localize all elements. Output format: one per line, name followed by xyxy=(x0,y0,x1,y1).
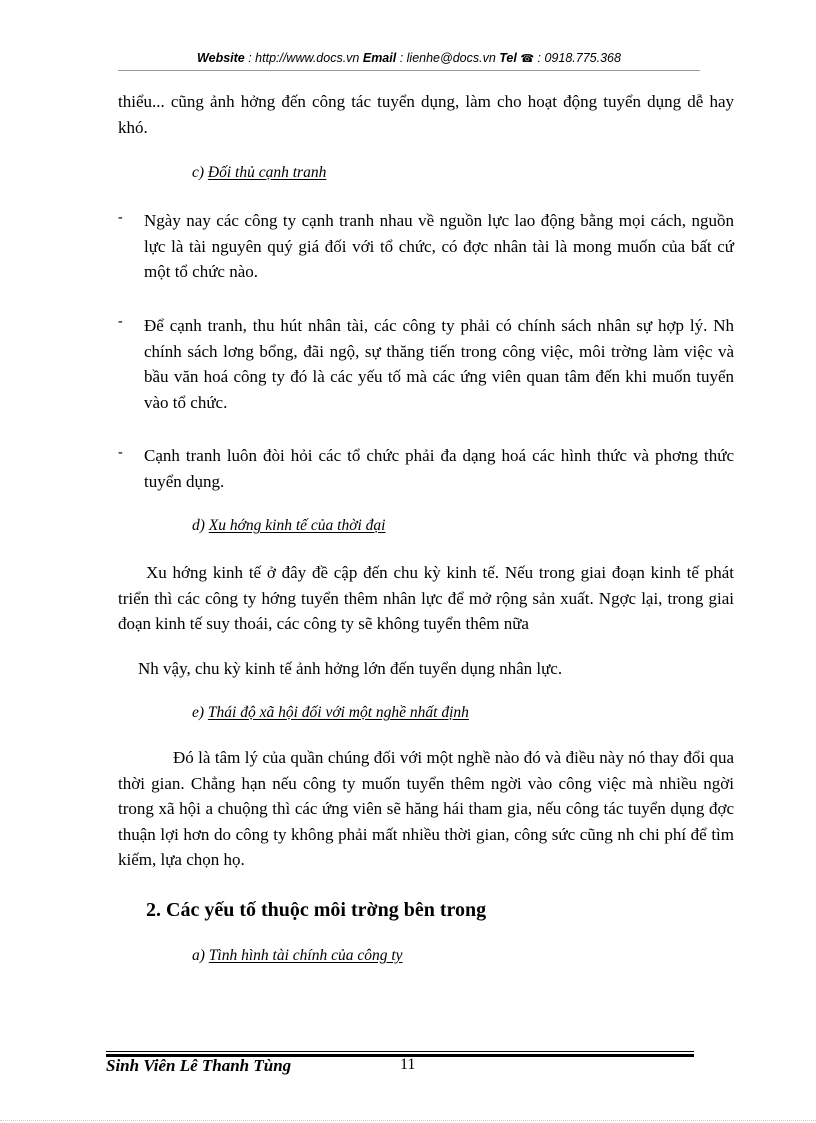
page-bottom-edge xyxy=(0,1120,816,1121)
website-label: Website xyxy=(197,51,245,65)
email-label: Email xyxy=(362,51,397,65)
phone-icon: ☎ xyxy=(520,53,535,65)
subheading-e xyxy=(192,703,469,723)
subheading-a-title: Tình hình tài chính của công ty xyxy=(208,947,403,964)
subheading-c-title: Đối thủ cạnh tranh xyxy=(207,164,327,181)
paragraph-xu-huong: Xu hớng kinh tế ở đây đề cập đến chu kỳ kinh tế. Nếu trong giai đoạn kinh tế phát triển thì các công ty hớng tuyển thêm nhân lực để mở rộng sản xuất. Ngợc lại, trong giai đoạn kinh tế suy thoái, các công ty sẽ không tuyển thêm nữa xyxy=(118,563,734,633)
section-heading-2 xyxy=(146,897,486,923)
footer-divider-thin xyxy=(106,1051,694,1052)
subheading-c-letter: c) xyxy=(192,164,205,181)
subheading-e-letter: e) xyxy=(192,704,205,721)
bullet-marker-1: - xyxy=(118,210,123,225)
tel-value: : 0918.775.368 xyxy=(534,51,621,65)
section-title: Các yếu tố thuộc môi trờng bên trong xyxy=(166,899,487,921)
bullet-marker-2: - xyxy=(118,314,123,329)
paragraph-thai-do: Đó là tâm lý của quần chúng đối với một nghề nào đó và điều này nó thay đổi qua thời gian. Chẳng hạn nếu công ty muốn tuyển thêm ngời vào công việc mà nhiều ngời trong xã hội a chuộng thì các ứng viên sẽ hăng hái tham gia, nếu công tác tuyển dụng đợc thuận lợi hơn do công ty không phải mất nhiều thời gian, công sức cũng nh chi phí để tìm kiếm, lựa chọn họ. xyxy=(118,748,734,869)
header-divider xyxy=(118,70,700,71)
subheading-a xyxy=(192,946,403,966)
bullet-text-3: Cạnh tranh luôn đòi hỏi các tổ chức phải đa dạng hoá các hình thức và phơng thức tuyển dụng. xyxy=(144,446,734,491)
tel-label: Tel xyxy=(499,51,517,65)
subheading-a-letter: a) xyxy=(192,947,205,964)
bullet-text-1: Ngày nay các công ty cạnh tranh nhau về nguồn lực lao động bằng mọi cách, nguồn lực là tài nguyên quý giá đối với tổ chức, có đợc nhân tài là mong muốn của bất cứ một tổ chức nào. xyxy=(144,211,734,281)
paragraph-intro: thiểu... cũng ảnh hởng đến công tác tuyển dụng, làm cho hoạt động tuyển dụng dễ hay khó. xyxy=(118,92,734,137)
page-number: 11 xyxy=(400,1056,416,1073)
subheading-d-letter: d) xyxy=(192,517,205,534)
email-value: : lienhe@docs.vn xyxy=(396,51,500,65)
page-header xyxy=(118,51,700,65)
footer-author: Sinh Viên Lê Thanh Tùng xyxy=(106,1056,292,1075)
website-value: : http://www.docs.vn xyxy=(244,51,363,65)
bullet-text-2: Để cạnh tranh, thu hút nhân tài, các công ty phải có chính sách nhân sự hợp lý. Nh chính sách lơng bổng, đãi ngộ, sự thăng tiến trong công việc, môi trờng làm việc và bầu văn hoá công ty đó là các yếu tố mà các ứng viên quan tâm đến khi muốn tuyển vào tổ chức. xyxy=(144,316,734,412)
subheading-d xyxy=(192,516,385,536)
subheading-c xyxy=(192,163,326,183)
bullet-marker-3: - xyxy=(118,445,123,460)
section-number: 2. xyxy=(146,899,161,921)
paragraph-nhu-vay: Nh vậy, chu kỳ kinh tế ảnh hởng lớn đến tuyển dụng nhân lực. xyxy=(138,659,563,678)
subheading-e-title: Thái độ xã hội đối với một nghề nhất định xyxy=(207,704,469,721)
subheading-d-title: Xu hớng kinh tế của thời đại xyxy=(208,517,386,534)
